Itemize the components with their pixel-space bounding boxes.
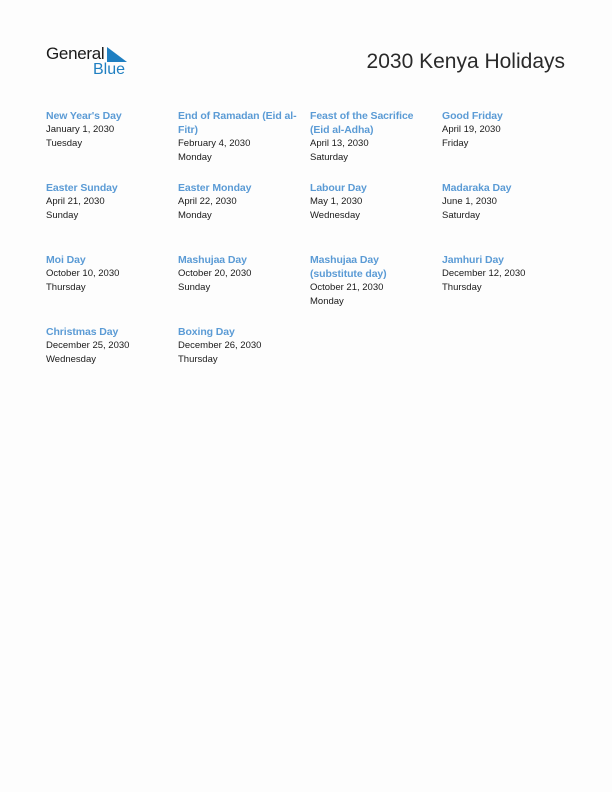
- holiday-item: [442, 181, 574, 253]
- holiday-item: [46, 325, 178, 397]
- holiday-name: Mashujaa Day: [178, 254, 247, 266]
- holiday-name: End of Ramadan (Eid al-Fitr): [178, 110, 297, 136]
- holiday-date: December 26, 2030: [178, 340, 262, 351]
- holiday-date: April 22, 2030: [178, 196, 237, 207]
- holiday-item: [178, 253, 310, 325]
- holiday-weekday: Thursday: [178, 354, 218, 365]
- holiday-date: December 12, 2030: [442, 268, 526, 279]
- holiday-name: Jamhuri Day: [442, 254, 504, 266]
- holiday-weekday: Thursday: [46, 282, 86, 293]
- generalblue-logo: [46, 44, 136, 80]
- holiday-item: [46, 253, 178, 325]
- holiday-weekday: Sunday: [178, 282, 211, 293]
- holiday-weekday: Saturday: [442, 210, 481, 221]
- holiday-name: Good Friday: [442, 110, 503, 122]
- holiday-date: October 10, 2030: [46, 268, 120, 279]
- page-title: 2030 Kenya Holidays: [366, 50, 565, 73]
- holiday-grid: [46, 109, 576, 397]
- holiday-item: [310, 253, 442, 325]
- holiday-date: April 13, 2030: [310, 138, 369, 149]
- holiday-date: October 20, 2030: [178, 268, 252, 279]
- logo-general-text: General: [46, 44, 105, 63]
- holiday-weekday: Wednesday: [46, 354, 96, 365]
- holiday-date: April 19, 2030: [442, 124, 501, 135]
- holiday-weekday: Monday: [178, 152, 212, 163]
- holiday-name: Boxing Day: [178, 326, 235, 338]
- holiday-name: New Year's Day: [46, 110, 122, 122]
- holiday-date: May 1, 2030: [310, 196, 363, 207]
- holiday-name: Madaraka Day: [442, 182, 512, 194]
- logo-blue-text: Blue: [93, 61, 126, 78]
- holiday-name: Labour Day: [310, 182, 367, 194]
- holiday-date: February 4, 2030: [178, 138, 251, 149]
- holiday-date: December 25, 2030: [46, 340, 130, 351]
- holiday-weekday: Friday: [442, 138, 469, 149]
- holiday-item: [442, 253, 574, 325]
- holiday-name: Feast of the Sacrifice (Eid al-Adha): [310, 110, 414, 136]
- holiday-item: [178, 181, 310, 253]
- holiday-weekday: Sunday: [46, 210, 79, 221]
- holiday-item: [178, 109, 310, 181]
- holiday-name: Moi Day: [46, 254, 86, 266]
- holiday-weekday: Tuesday: [46, 138, 83, 149]
- holiday-item: [442, 109, 574, 181]
- holiday-weekday: Wednesday: [310, 210, 360, 221]
- holiday-item: [310, 181, 442, 253]
- holiday-item: [310, 109, 442, 181]
- holiday-name: Easter Sunday: [46, 182, 118, 194]
- holiday-item: [46, 181, 178, 253]
- holiday-name: Easter Monday: [178, 182, 252, 194]
- holiday-date: October 21, 2030: [310, 282, 384, 293]
- holiday-date: January 1, 2030: [46, 124, 115, 135]
- holiday-name: Christmas Day: [46, 326, 119, 338]
- holiday-weekday: Monday: [310, 296, 344, 307]
- holiday-weekday: Thursday: [442, 282, 482, 293]
- holiday-item: [46, 109, 178, 181]
- holiday-item: [178, 325, 310, 397]
- holiday-weekday: Saturday: [310, 152, 349, 163]
- holiday-weekday: Monday: [178, 210, 212, 221]
- holiday-date: April 21, 2030: [46, 196, 105, 207]
- holiday-date: June 1, 2030: [442, 196, 497, 207]
- holiday-name: Mashujaa Day (substitute day): [310, 254, 387, 280]
